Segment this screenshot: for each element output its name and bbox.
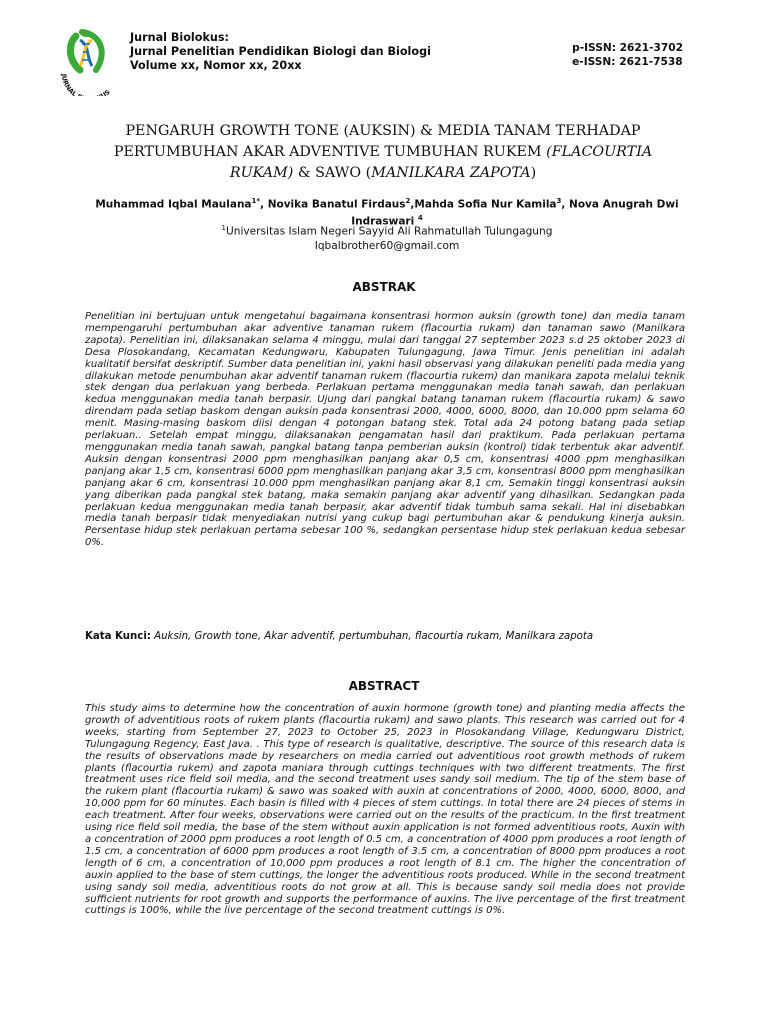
abstrak-heading: ABSTRAK <box>352 280 416 294</box>
journal-volume: Volume xx, Nomor xx, 20xx <box>130 59 302 72</box>
keywords-value: Auksin, Growth tone, Akar adventif, pertumbuhan, flacourtia rukam, Manilkara zapota <box>150 631 594 642</box>
issn-block <box>572 41 683 69</box>
title-line-2: PERTUMBUHAN AKAR ADVENTIVE TUMBUHAN RUKEM (FLACOURTIA <box>113 144 653 160</box>
keywords <box>85 630 685 643</box>
paper-title <box>80 121 686 184</box>
journal-header <box>56 24 712 104</box>
e-issn: e-ISSN: 2621-7538 <box>572 56 683 68</box>
biolokus-logo-icon <box>56 26 124 96</box>
p-issn: p-ISSN: 2621-3702 <box>572 42 683 54</box>
affiliation <box>88 221 686 253</box>
journal-logo <box>56 26 124 96</box>
journal-info <box>130 31 431 73</box>
abstract-heading: ABSTRACT <box>348 679 420 693</box>
abstract-body: This study aims to determine how the concentration of auxin hormone (growth tone) and planting media affects the growth of adventitious roots of rukem plants (flacourtia rukam) and sawo plants. This research was carried out for 4 weeks, starting from September 27, 2023 to October 25, 2023 in Plosokandang Village, Kedungwaru District, Tulungagung Regency, East Java. . This type of research is qualitative, descriptive. The source of this research data is the results of observations made by researchers on media carried out adventitious root growth methods of rukem plants (flacourtia rukem) and zapota maniara through cuttings techniques with two different treatments. The first treatment uses rice field soil media, and the second treatment uses sandy soil medium. The tip of the stem base of the rukem plant (flacourtia rukam) & sawo was soaked with auxin at concentrations of 2000, 4000, 6000, 8000, and 10,000 ppm for 60 minutes. Each basin is filled with 4 pieces of stem cuttings. In total there are 24 pieces of stems in each treatment. After four weeks, observations were carried out on the results of the practicum. In the first treatment using rice field soil media, the base of the stem without auxin application is not formed adventitious roots, Auxin with a concentration of 2000 ppm produces a root length of 0.5 cm, a concentration of 4000 ppm produces a root length of 1.5 cm, a concentration of 6000 ppm produces a root length of 3.5 cm, a concentration of 8000 ppm produces a root length of 6 cm, a concentration of 10,000 ppm produces a root length of 8.1 cm. The higher the concentration of auxin applied to the base of stem cuttings, the longer the adventitious roots produced. While in the second treatment using sandy soil media, adventitious roots do not grow at all. This is because sandy soil media does not provide sufficient nutrients for root growth and supports the performance of auxins. The live percentage of the first treatment cuttings is 100%, while the live percentage of the second treatment cuttings is 0%. <box>85 703 685 917</box>
institution: $^1$Universitas Islam Negeri Sayyid Ali Rahmatullah Tulungagung <box>221 224 553 238</box>
journal-name: Jurnal Biolokus: <box>130 31 229 44</box>
author-list: Muhammad Iqbal Maulana$^{1*}$, Novika Banatul Firdaus$^2$,Mahda Sofia Nur Kamila$^3$, Nova Anugrah Dwi Indraswari $^4$ <box>95 197 679 227</box>
title-line-1: PENGARUH GROWTH TONE (AUKSIN) & MEDIA TANAM TERHADAP <box>125 123 641 139</box>
author-email: Iqbalbrother60@gmail.com <box>314 239 460 252</box>
logo-text: JURNAL US <box>59 73 112 96</box>
keywords-label: Kata Kunci: <box>85 631 151 642</box>
title-line-3: RUKAM) & SAWO (MANILKARA ZAPOTA) <box>229 165 537 181</box>
journal-subtitle: Jurnal Penelitian Pendidikan Biologi dan Biologi <box>130 45 431 58</box>
abstrak-body: Penelitian ini bertujuan untuk mengetahui bagaimana konsentrasi hormon auksin (growth tone) dan media tanam mempengaruhi pertumbuhan akar adventive tanaman rukem (flacourtia rukam) dan tanaman sawo (Manilkara zapota). Penelitian ini, dilaksanakan selama 4 minggu, mulai dari tanggal 27 september 2023 s.d 25 oktober 2023 di Desa Plosokandang, Kecamatan Kedungwaru, Kabupaten Tulungagung, Jawa Timur. Jenis penelitian ini adalah kualitatif bersifat deskriptif. Sumber data penelitian ini, yakni hasil observasi yang dilakukan peneliti pada media yang dilakukan metode penumbuhan akar adventif tanaman rukem (flacourtia rukem) dan manikara zapota melalui teknik stek dengan dua perlakuan yang berbeda. Perlakuan pertama menggunakan media tanah sawah, dan perlakuan kedua menggunakan media tanah berpasir. Ujung dari pangkal batang tanaman rukem (flacourtia rukam) & sawo direndam pada setiap baskom dengan auksin pada konsentrasi 2000, 4000, 6000, 8000, dan 10.000 ppm selama 60 menit. Masing-masing baskom diisi dengan 4 potongan batang stek. Total ada 24 potong batang pada setiap perlakuan.. Setelah empat minggu, dilaksanakan pengamatan hasil dari praktikum. Pada perlakuan pertama menggunakan media tanah sawah, pangkal batang tanpa pemberian auksin (kontrol) tidak terbentuk akar adventif. Auksin dengan konsentrasi 2000 ppm menghasilkan panjang akar 0,5 cm, konsentrasi 4000 ppm menghasilkan panjang akar 1,5 cm, konsentrasi 6000 ppm menghasilkan panjang akar 3,5 cm, konsentrasi 8000 ppm menghasilkan panjang akar 6 cm, konsentrasi 10.000 ppm menghasilkan panjang akar 8,1 cm, Semakin tinggi konsentrasi auksin yang diberikan pada pangkal stek batang, maka semakin panjang akar adventif yang dihasilkan. Sedangkan pada perlakuan kedua menggunakan media tanah berpasir, akar adventif tidak tumbuh sama sekali. Hal ini disebabkan media tanah berpasir tidak menyediakan nutrisi yang cukup bagi pertumbuhan akar & pendukung kinerja auksin. Persentase hidup stek perlakuan pertama sebesar 100 %, sedangkan persentase hidup stek perlakuan kedua sebesar 0%. <box>85 311 685 549</box>
